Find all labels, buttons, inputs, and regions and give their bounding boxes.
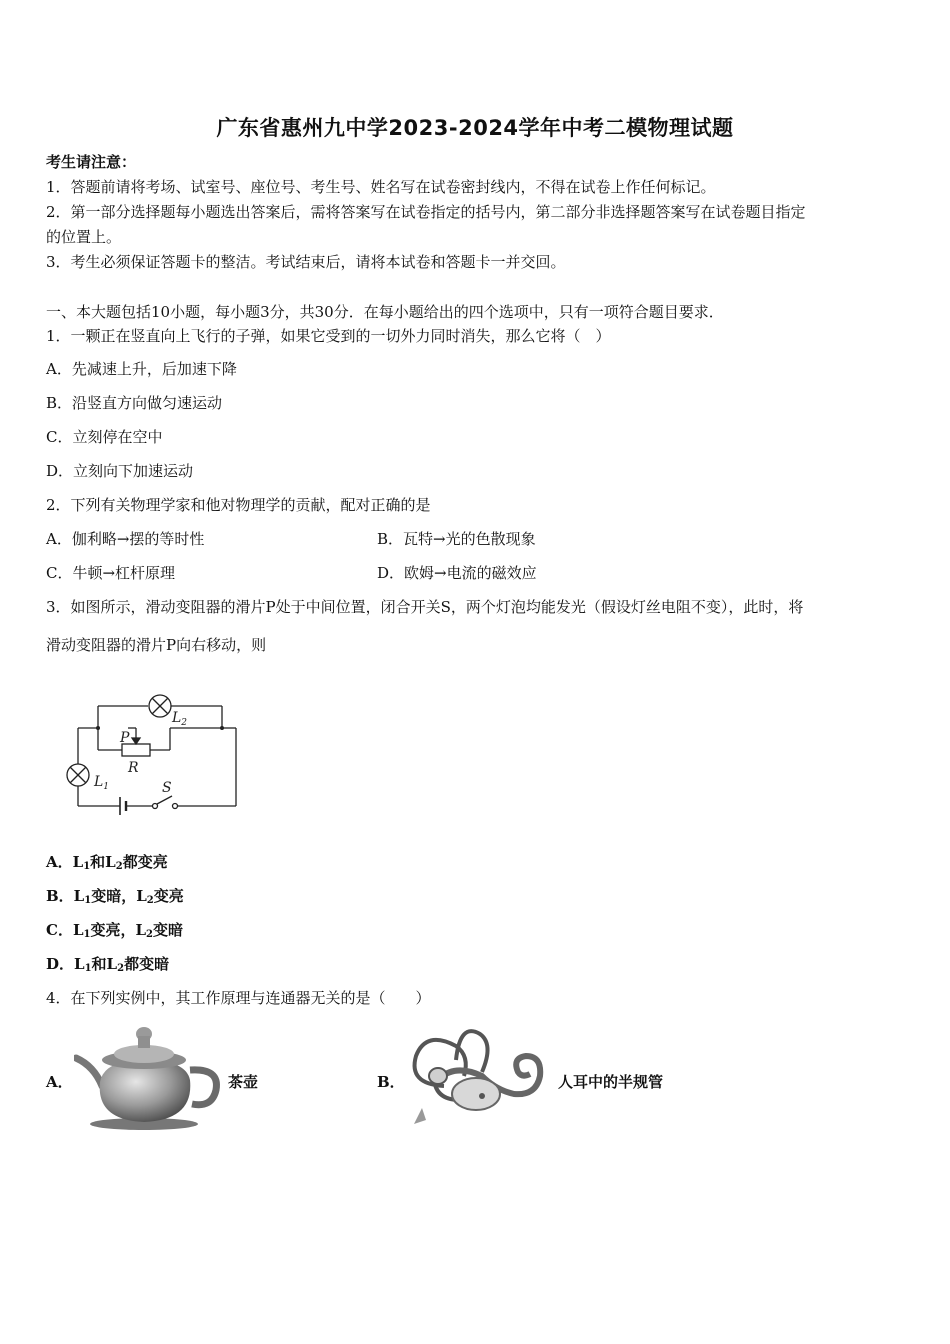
notice-item-3: 3．考生必须保证答题卡的整洁。考试结束后，请将本试卷和答题卡一并交回。 <box>46 253 566 271</box>
q3-option-b: B．$L_1$变暗，$L_2$变亮 <box>46 887 184 906</box>
q2-option-c: C．牛顿→杠杆原理 <box>46 564 176 582</box>
notice-heading: 考生请注意： <box>46 153 137 171</box>
page-title: 广东省惠州九中学2023-2024学年中考二模物理试题 <box>216 116 734 140</box>
q1-option-b: B．沿竖直方向做匀速运动 <box>46 394 223 412</box>
q1-option-c: C．立刻停在空中 <box>46 428 163 446</box>
q1-stem: 1．一颗正在竖直向上飞行的子弹，如果它受到的一切外力同时消失，那么它将（ ） <box>46 327 611 345</box>
teapot-icon <box>74 1020 228 1132</box>
q3-option-c: C．$L_1$变亮，$L_2$变暗 <box>46 921 184 940</box>
q4-option-a-label: A． <box>46 1073 73 1091</box>
q3-stem-line2: 滑动变阻器的滑片P向右移动，则 <box>46 636 267 654</box>
q2-option-b: B．瓦特→光的色散现象 <box>377 530 536 548</box>
q1-option-a: A．先减速上升，后加速下降 <box>46 360 237 378</box>
switch-contact-left <box>153 804 158 809</box>
q3-option-d: D．$L_1$和$L_2$都变暗 <box>46 955 170 974</box>
label-l2: $L_2$ <box>172 710 188 728</box>
label-r: R <box>128 760 139 776</box>
section-heading: 一、本大题包括10小题，每小题3分，共30分．在每小题给出的四个选项中，只有一项符合题目要求． <box>46 303 724 321</box>
label-s: S <box>162 780 172 796</box>
label-p: P <box>120 730 130 746</box>
notice-item-2: 2．第一部分选择题每小题选出答案后，需将答案写在试卷指定的括号内，第二部分非选择题答案写在试卷题目指定 <box>46 203 806 221</box>
q4-option-a-text: 茶壶 <box>228 1073 259 1091</box>
q1-option-d: D．立刻向下加速运动 <box>46 462 194 480</box>
q4-option-b-label: B． <box>377 1073 405 1091</box>
inner-ear-icon <box>404 1016 556 1134</box>
notice-item-1: 1．答题前请将考场、试室号、座位号、考生号、姓名写在试卷密封线内，不得在试卷上作任何标记。 <box>46 178 716 196</box>
q3-stem-line1: 3．如图所示，滑动变阻器的滑片P处于中间位置，闭合开关S，两个灯泡均能发光（假设灯丝电阻不变），此时，将 <box>46 598 804 616</box>
q2-option-a: A．伽利略→摆的等时性 <box>46 530 205 548</box>
switch-contact-right <box>173 804 178 809</box>
q4-stem: 4．在下列实例中，其工作原理与连通器无关的是（ ） <box>46 989 431 1007</box>
q2-stem: 2．下列有关物理学家和他对物理学的贡献，配对正确的是 <box>46 496 431 514</box>
notice-item-2-cont: 的位置上。 <box>46 228 122 246</box>
label-l1: $L_1$ <box>94 774 110 792</box>
q2-option-d: D．欧姆→电流的磁效应 <box>377 564 537 582</box>
q3-option-a: A．$L_1$和$L_2$都变亮 <box>46 853 168 872</box>
q4-option-b-text: 人耳中的半规管 <box>558 1073 664 1091</box>
q3-circuit-diagram <box>60 684 250 820</box>
